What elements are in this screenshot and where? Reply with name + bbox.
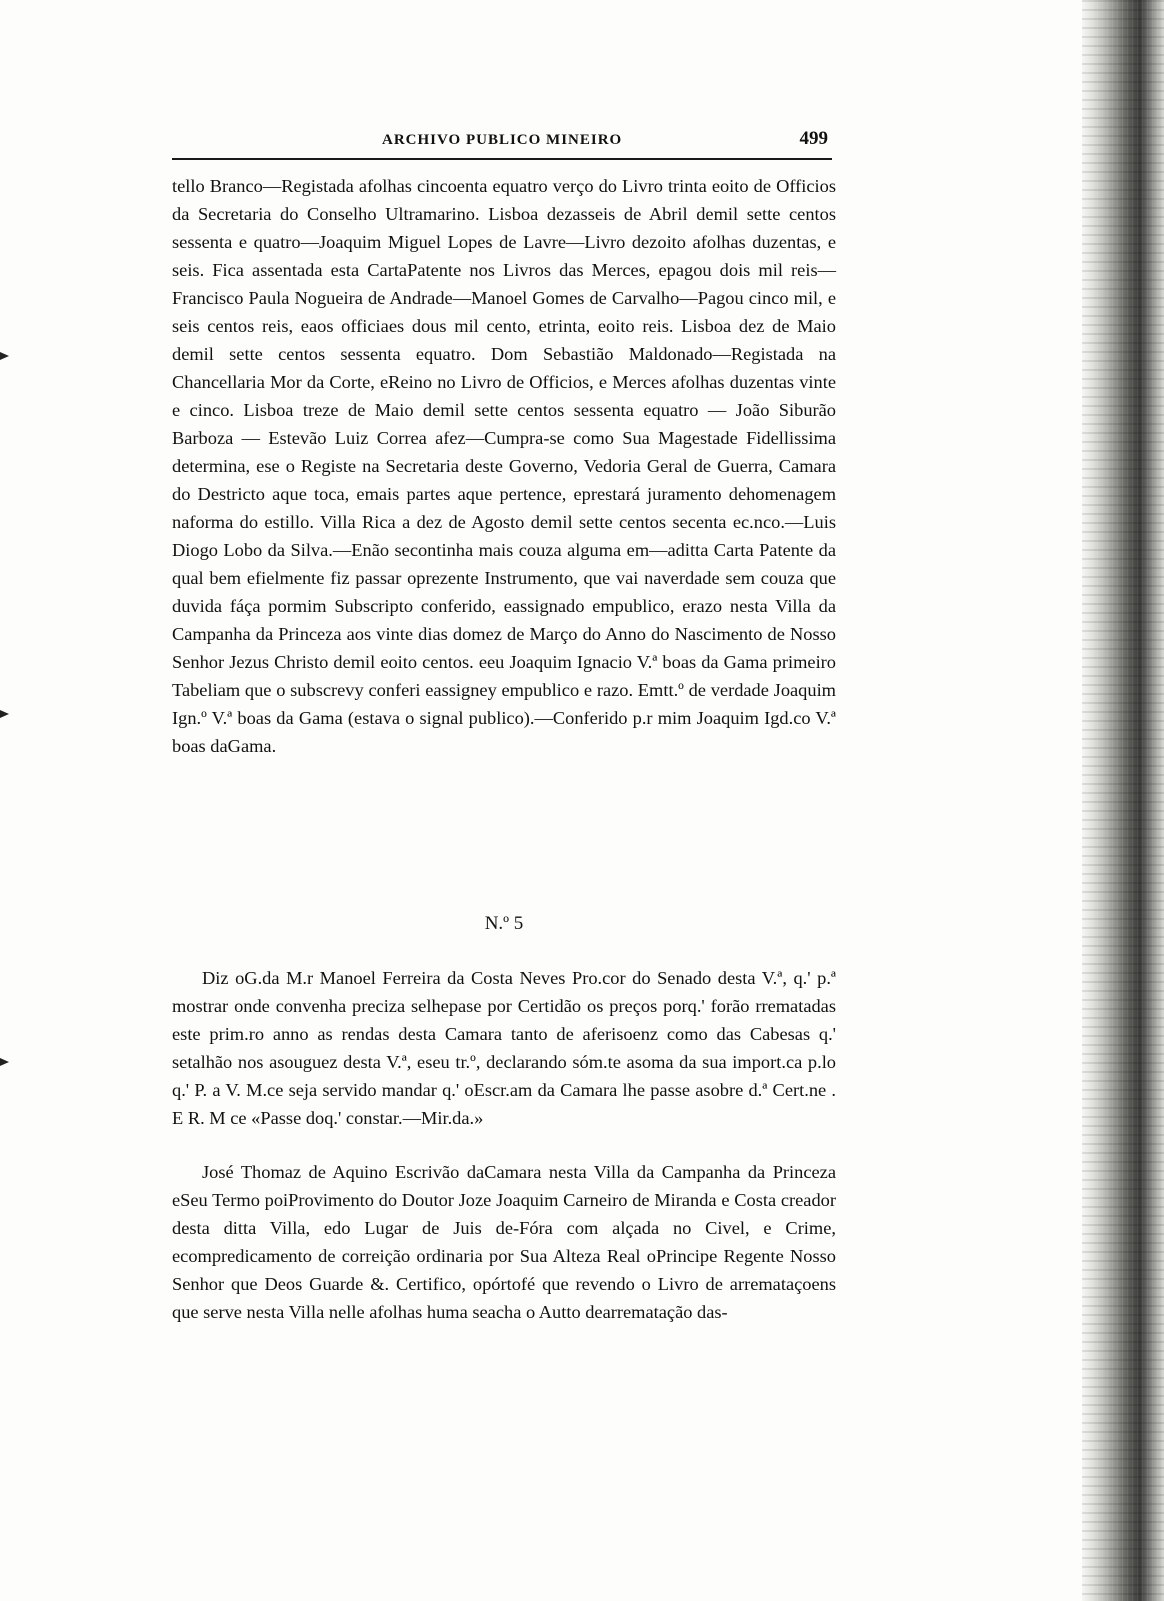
running-title: ARCHIVO PUBLICO MINEIRO [382, 132, 623, 148]
margin-mark [0, 352, 18, 360]
paragraph-certificate: José Thomaz de Aquino Escrivão daCamara nesta Villa da Campanha da Princeza eSeu Termo poiProvimento do Doutor Joze Joaquim Carneiro de Miranda e Costa creador desta ditta Villa, edo Lugar de Juis de-Fóra com alçada no Civel, e Crime, ecompredicamento de correição ordinaria por Sua Alteza Real oPrincipe Regente Nosso Senhor que Deos Guarde &. Certifico, opórtofé que revendo o Livro de arremataçoens que serve nesta Villa nelle afolhas huma seacha o Autto dearrematação das- [172, 1162, 836, 1322]
paragraph-petition: Diz oG.da M.r Manoel Ferreira da Costa Neves Pro.cor do Senado desta V.ª, q.' p.ª mostrar onde convenha preciza selhepase por Certidão os preços porq.' forão rrematadas este prim.ro anno as rendas desta Camara tanto de aferisoenz como das Cabesas q.' setalhão nos asouguez desta V.ª, eseu tr.º, declarando sóm.te asoma da sua import.ca p.lo q.' P. a V. M.ce seja servido mandar q.' oEscr.am da Camara lhe passe asobre d.ª Cert.ne . E R. M ce «Passe doq.' constar.—Mir.da.» [172, 968, 836, 1128]
margin-mark [0, 1058, 18, 1066]
certificate-block [172, 1158, 836, 1326]
margin-mark [0, 710, 18, 718]
binding-texture [1082, 0, 1164, 1601]
petition-block [172, 964, 836, 1132]
page-header [172, 128, 832, 158]
page-number: 499 [799, 128, 828, 149]
header-rule [172, 158, 832, 160]
section-heading: N.º 5 [484, 913, 524, 934]
paragraph-carta-patente: tello Branco—Registada afolhas cincoenta equatro verço do Livro trinta eoito de Officios da Secretaria do Conselho Ultramarino. Lisboa dezasseis de Abril demil sette centos sessenta e quatro—Joaquim Miguel Lopes de Lavre—Livro dezoito afolhas duzentas, e seis. Fica assentada esta CartaPatente nos Livros das Merces, epagou dois mil reis—Francisco Paula Nogueira de Andrade—Manoel Gomes de Carvalho—Pagou cinco mil, e seis centos reis, eaos officiaes dous mil cento, etrinta, eoito reis. Lisboa dez de Maio demil sette centos sessenta equatro. Dom Sebastião Maldonado—Registada na Chancellaria Mor da Corte, eReino no Livro de Officios, e Merces afolhas duzentas vinte e cinco. Lisboa treze de Maio demil sette centos sessenta equatro — João Siburão Barboza — Estevão Luiz Correa afez—Cumpra-se como Sua Magestade Fidellissima determina, ese o Registe na Secretaria deste Governo, Vedoria Geral de Guerra, Camara do Destricto aque toca, emais partes aque pertence, eprestará juramento dehomenagem naforma do estillo. Villa Rica a dez de Agosto demil sette centos secenta ec.nco.—Luis Diogo Lobo da Silva.—Enão secontinha mais couza alguma em—aditta Carta Patente da qual bem efielmente fiz passar oprezente Instrumento, que vai naverdade sem couza que duvida fáça pormim Subscripto conferido, eassignado empublico, erazo nesta Villa da Campanha da Princeza aos vinte dias domez de Março do Anno do Nascimento de Nosso Senhor Jezus Christo demil eoito centos. eeu Joaquim Ignacio V.ª boas da Gama primeiro Tabeliam que o subscrevy conferi eassigney empublico e razo. Emtt.º de verdade Joaquim Ign.º V.ª boas da Gama (estava o signal publico).—Conferido p.r mim Joaquim Igd.co V.ª boas daGama. [172, 176, 836, 756]
body-text-block [172, 172, 836, 760]
